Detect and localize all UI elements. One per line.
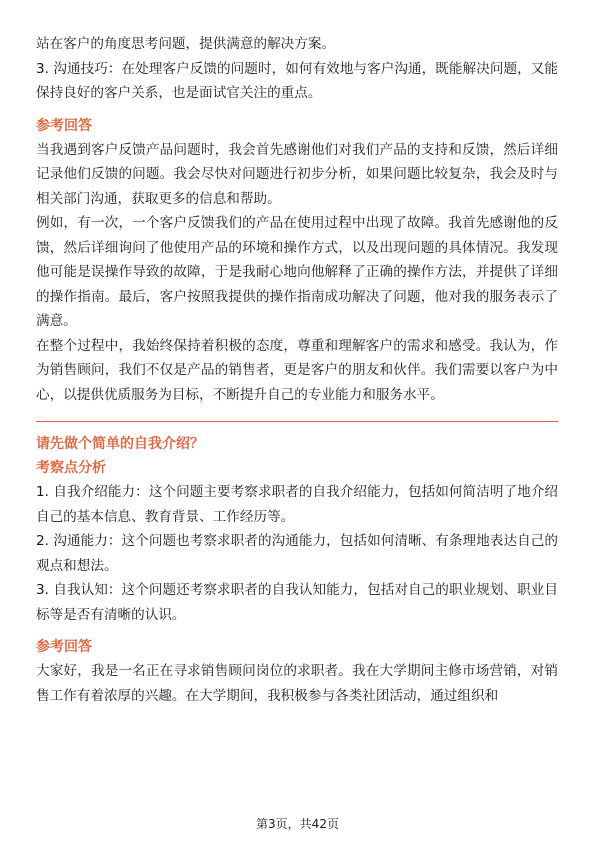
answer-paragraph: 例如，有一次，一个客户反馈我们的产品在使用过程中出现了故障。我首先感谢他的反馈，然后详细询问了他使用产品的环境和操作方式，以及出现问题的具体情况。我发现他可能是误操作导致的故障，于是我耐心地向他解释了正确的操作方法，并提供了详细的操作指南。最后，客户按照我提供的操作指南成功解决了问题，他对我的服务表示了满意。 (36, 215, 558, 329)
answer-paragraph: 大家好，我是一名正在寻求销售顾问岗位的求职者。我在大学期间主修市场营销，对销售工作有着浓厚的兴趣。在大学期间，我积极参与各类社团活动，通过组织和 (36, 663, 558, 704)
analysis-item: 1. 自我介绍能力：这个问题主要考察求职者的自我介绍能力，包括如何简洁明了地介绍自己的基本信息、教育背景、工作经历等。 (36, 484, 558, 525)
answer-paragraph: 当我遇到客户反馈产品问题时，我会首先感谢他们对我们产品的支持和反馈，然后详细记录他们反馈的问题。我会尽快对问题进行初步分析，如果问题比较复杂，我会及时与相关部门沟通，获取更多的信息和帮助。 (36, 141, 558, 207)
page-number: 第3页，共42页 (256, 817, 339, 831)
paragraph: 站在客户的角度思考问题，提供满意的解决方案。 (36, 36, 336, 52)
reference-answer-heading: 参考回答 (36, 639, 92, 655)
section-divider (36, 421, 558, 422)
analysis-heading: 考察点分析 (36, 460, 106, 476)
paragraph: 3. 沟通技巧：在处理客户反馈的问题时，如何有效地与客户沟通，既能解决问题，又能保持良好的客户关系，也是面试官关注的重点。 (36, 60, 558, 101)
analysis-item: 2. 沟通能力：这个问题也考察求职者的沟通能力，包括如何清晰、有条理地表达自己的观点和想法。 (36, 533, 558, 574)
document-page (36, 32, 558, 708)
answer-paragraph: 在整个过程中，我始终保持着积极的态度，尊重和理解客户的需求和感受。我认为，作为销售顾问，我们不仅是产品的销售者，更是客户的朋友和伙伴。我们需要以客户为中心，以提供优质服务为目标，不断提升自己的专业能力和服务水平。 (36, 337, 558, 403)
analysis-item: 3. 自我认知：这个问题还考察求职者的自我认知能力，包括对自己的职业规划、职业目标等是否有清晰的认识。 (36, 582, 558, 623)
question-title: 请先做个简单的自我介绍？ (36, 436, 204, 452)
reference-answer-heading: 参考回答 (36, 117, 92, 134)
